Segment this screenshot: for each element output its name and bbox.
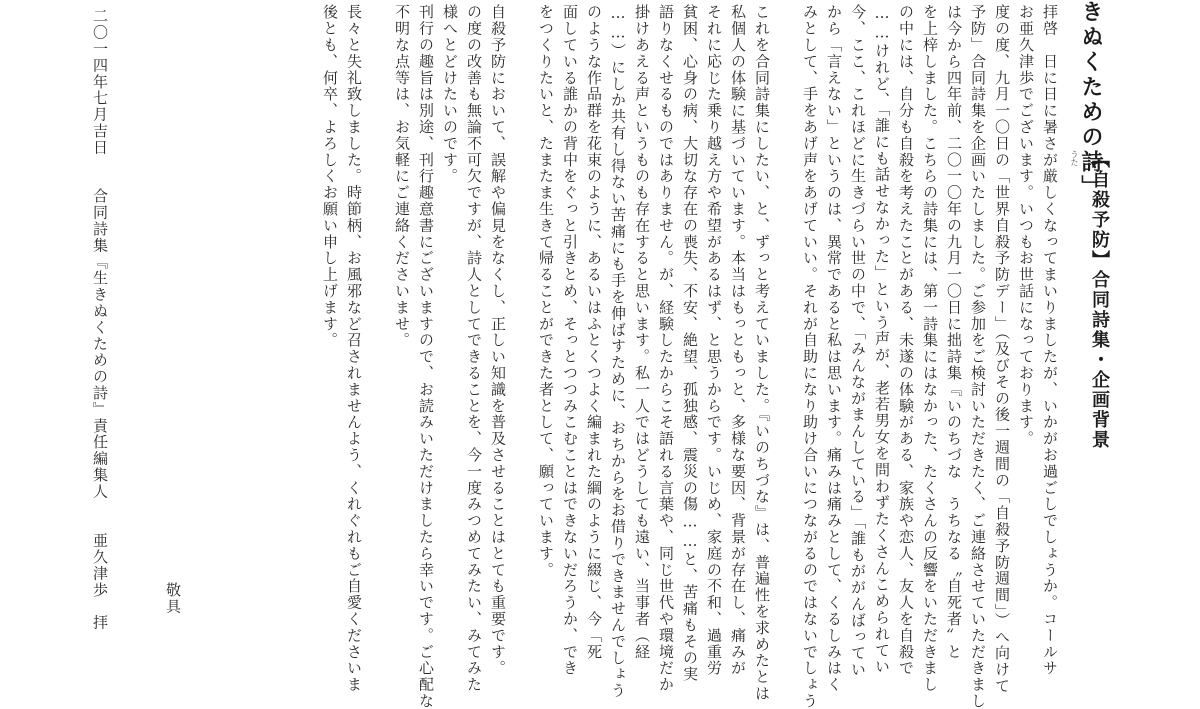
text-line: から「言えない」というのは、異常であると私は思います。痛みは痛みとして、くるしみはく [825,4,843,693]
text-line: 語りなくせるものではありません。が、経験したからこそ語れる言葉や、同じ世代や環境だか [657,4,675,693]
title-ruby: うた [1070,150,1079,166]
text-line: 後とも、何卒、よろしくお願い申し上げます。 [321,4,339,349]
text-line: 面している誰かの背中をぐっと引きとめ、そっとつつみこむことはできないだろうか、でき [561,4,579,677]
text-line: をつくりたいと、たまたま生きて帰ることができた者として、願っています。 [537,4,555,578]
text-line: 貧困、心身の病、大切な存在の喪失、不安、絶望、孤独感、震災の傷……と、苦痛もその実 [681,4,699,683]
collection-title-fragment: きぬくための詩」 [1078,0,1104,200]
text-line: 度の度、九月一〇日の「世界自殺予防デー」（及びその後一週間の「自殺予防週間」）へ向けて [993,4,1011,695]
text-line: 不明な点等は、お気軽にご連絡くださいませ。 [393,4,411,349]
text-line: みとして、手をあげ声をあげていい。それが自助になり助け合いにつながるのではないでしょう [801,4,819,709]
date: 二〇一四年七月吉日 [91,8,109,156]
text-line: を上梓しました。こちらの詩集には、第一詩集にはなかった、たくさんの反響をいただきまし [921,4,939,693]
text-line: は今から四年前、二〇一〇年の九月一〇日に拙詩集『いのちづな うちなる〝自死者〟と [945,4,963,660]
closing: 敬具 [164,582,182,615]
text-line: のような作品群を花束のように、あるいはふとくつよく編まれた綱のように綴じ、今「死 [585,4,603,660]
text-line: それに応じた乗り越え方や希望があるはず、と思うからです。いじめ、家庭の不和、過重労 [705,4,723,677]
text-line: これを合同詩集にしたい、と、ずっと考えていました。『いのちづな』は、普遍性を求めたとは [753,4,771,702]
text-line: 私個人の体験に基づいています。本当はもっともっと、多様な要因、背景が存在し、痛みが [729,4,747,677]
text-line: 今、ここ、これほどに生きづらい世の中で、「みんながまんしている」「誰もががんばってい [849,4,867,678]
text-line: 予防」合同詩集を企画いたしました。ご参加をご検討いただきたく、ご連絡させていただきまし [969,4,987,709]
heading: 【自殺予防】合同詩集・企画背景 [1089,150,1110,450]
text-line: 拝啓 日に日に暑さが厳しくなってまいりましたが、いかがお過ごしでしょうか。コールサ [1041,4,1059,677]
text-line: ……）にしか共有し得ない苦痛にも手を伸ばすために、おちからをお借りできませんでしょう [609,4,627,699]
text-line: お亜久津歩でございます。いつもお世話になっております。 [1017,4,1035,447]
text-line: 長々と失礼致しました。時節柄、お風邪など召されませんよう、くれぐれもご自愛くださいま [345,4,363,693]
text-line: ……けれど、「誰にも話せなかった」という声が、老若男女を問わずたくさんこめられてい [873,4,891,675]
signature: 合同詩集『生きぬくための詩』責任編集人 亜久津歩 拝 [91,188,109,631]
text-line: 掛けあえる声というものも存在すると思います。私一人ではどうしても遠い、当事者（経 [633,4,651,660]
text-line: 刊行の趣旨は別途、刊行趣意書にございますので、お読みいただけましたら幸いです。ご心配な [417,4,435,709]
text-line: 自殺予防において、誤解や偏見をなくし、正しい知識を普及させることはとても重要です。 [489,4,507,677]
text-line: の度の改善も無論不可欠ですが、詩人としてできることを、今一度みつめてみたい、みてみた [465,4,483,693]
text-line: の中には、自分も自殺を考えたことがある、未遂の体験がある、家族や恋人、友人を自殺で [897,4,915,677]
text-line: 様へとどけたいのです。 [441,4,459,185]
